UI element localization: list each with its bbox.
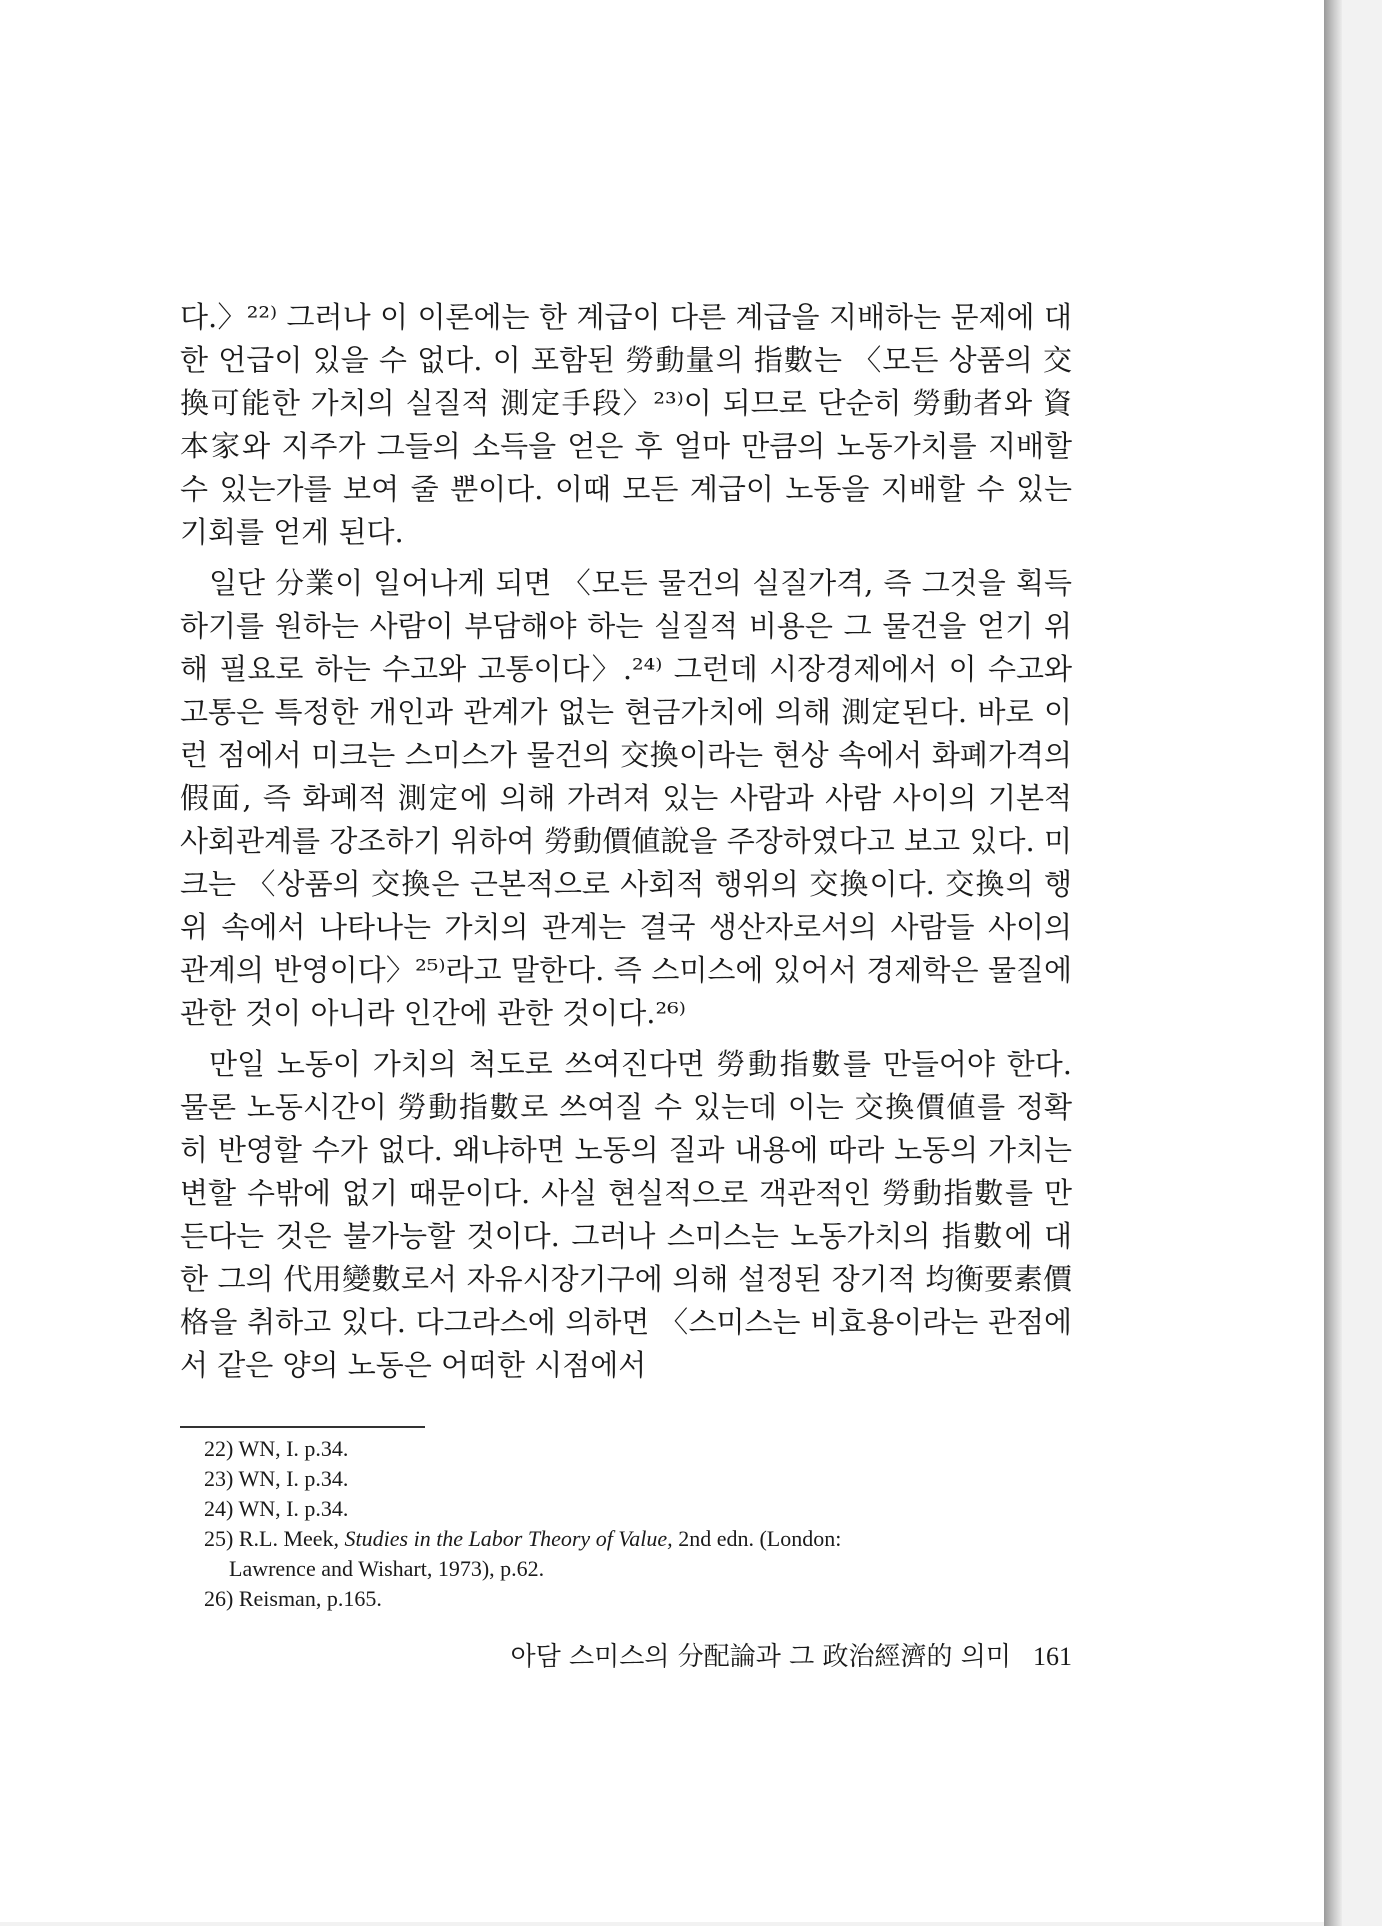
page-edge-shadow xyxy=(1324,0,1342,1926)
footnote-divider xyxy=(180,1426,425,1428)
footnote-book-title: Studies in the Labor Theory of Value, xyxy=(344,1526,673,1551)
footnote-label: 23) xyxy=(204,1466,234,1491)
footnote-25 xyxy=(204,1524,1072,1584)
footnote-label: 22) xyxy=(204,1436,234,1461)
footnote-22 xyxy=(204,1434,1072,1464)
footnotes xyxy=(204,1434,1072,1614)
footnote-label: 25) xyxy=(204,1526,234,1551)
footnote-26 xyxy=(204,1584,1072,1614)
page-number: 161 xyxy=(1033,1642,1072,1671)
paragraph-2: 일단 分業이 일어나게 되면 〈모든 물건의 실질가격, 즉 그것을 획득하기를 원하는 사람이 부담해야 하는 실질적 비용은 그 물건을 얻기 위해 필요로 하는 수고와 고통이다〉.²⁴⁾ 그런데 시장경제에서 이 수고와 고통은 특정한 개인과 관계가 없는 현금가치에 의해 測定된다. 바로 이런 점에서 미크는 스미스가 물건의 交換이라는 현상 속에서 화폐가격의 假面, 즉 화폐적 測定에 의해 가려져 있는 사람과 사람 사이의 기본적 사회관계를 강조하기 위하여 勞動價値說을 주장하였다고 보고 있다. 미크는 〈상품의 交換은 근본적으로 사회적 행위의 交換이다. 交換의 행위 속에서 나타나는 가치의 관계는 결국 생산자로서의 사람들 사이의 관계의 반영이다〉²⁵⁾라고 말한다. 즉 스미스에 있어서 경제학은 물질에 관한 것이 아니라 인간에 관한 것이다.²⁶⁾ xyxy=(180,566,1072,1030)
footnote-text: R.L. Meek, xyxy=(238,1526,345,1551)
footnote-label: 26) xyxy=(204,1586,234,1611)
paragraph-3: 만일 노동이 가치의 척도로 쓰여진다면 勞動指數를 만들어야 한다. 물론 노동시간이 勞動指數로 쓰여질 수 있는데 이는 交換價値를 정확히 반영할 수가 없다. 왜냐하면 노동의 질과 내용에 따라 노동의 가치는 변할 수밖에 없기 때문이다. 사실 현실적으로 객관적인 勞動指數를 만든다는 것은 불가능할 것이다. 그러나 스미스는 노동가치의 指數에 대한 그의 代用變數로서 자유시장기구에 의해 설정된 장기적 均衡要素價格을 취하고 있다. 다그라스에 의하면 〈스미스는 비효용이라는 관점에서 같은 양의 노동은 어떠한 시점에서 xyxy=(180,1047,1072,1382)
footnote-text: WN, I. p.34. xyxy=(238,1466,349,1491)
running-title: 아담 스미스의 分配論과 그 政治經濟的 의미 xyxy=(510,1642,1011,1672)
footnote-label: 24) xyxy=(204,1496,234,1521)
footnote-text-rest: 2nd edn. (London: xyxy=(672,1526,842,1551)
page-footer xyxy=(460,1636,1072,1673)
footnote-23 xyxy=(204,1464,1072,1494)
footnote-24 xyxy=(204,1494,1072,1524)
body-text xyxy=(180,296,1072,1395)
footnote-text: Reisman, p.165. xyxy=(238,1586,382,1611)
footnote-text: WN, I. p.34. xyxy=(238,1496,349,1521)
footnote-text: WN, I. p.34. xyxy=(238,1436,349,1461)
paragraph-1: 다.〉²²⁾ 그러나 이 이론에는 한 계급이 다른 계급을 지배하는 문제에 대한 언급이 있을 수 없다. 이 포함된 勞動量의 指數는 〈모든 상품의 交換可能한 가치의 실질적 測定手段〉²³⁾이 되므로 단순히 勞動者와 資本家와 지주가 그들의 소득을 얻은 후 얼마 만큼의 노동가치를 지배할 수 있는가를 보여 줄 뿐이다. 이때 모든 계급이 노동을 지배할 수 있는 기회를 얻게 된다. xyxy=(180,300,1072,549)
footnote-continuation: Lawrence and Wishart, 1973), p.62. xyxy=(229,1556,545,1581)
